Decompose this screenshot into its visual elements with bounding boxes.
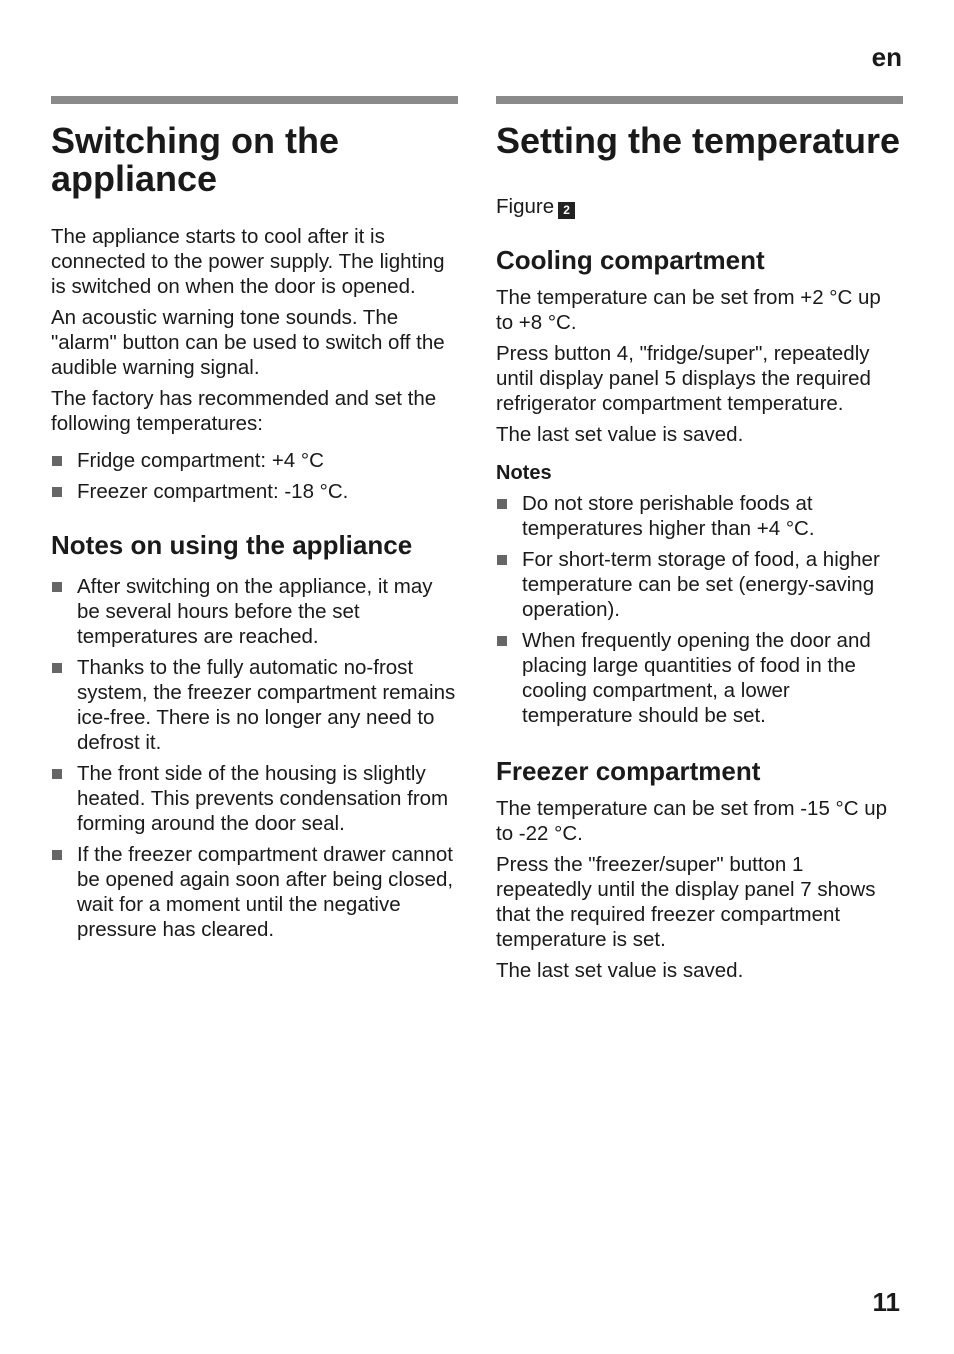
list-item-text: If the freezer compartment drawer cannot be opened again soon after being closed, wait for a moment until the negative pressure has cleared.	[77, 843, 454, 941]
paragraph: The temperature can be set from -15 °C up to -22 °C.	[496, 797, 888, 845]
subsection-heading: Notes on using the appliance	[51, 530, 413, 560]
paragraph: The factory has recommended and set the following temperatures:	[51, 387, 437, 435]
paragraph: The temperature can be set from +2 °C up to +8 °C.	[496, 286, 881, 334]
temperature-list	[51, 448, 458, 504]
language-code: en	[871, 42, 902, 72]
bullet-icon	[52, 769, 62, 779]
figure-label: Figure	[496, 195, 555, 218]
section-setting-temperature	[496, 96, 903, 989]
list-item-text: Freezer compartment: -18 °C.	[77, 480, 349, 503]
section-title: Setting the temperature	[496, 120, 901, 161]
section-title: Switching on the appliance	[51, 120, 339, 199]
paragraph: Press button 4, "fridge/super", repeatedly until display panel 5 displays the required refrigerator compartment temperature.	[496, 342, 871, 415]
paragraph: An acoustic warning tone sounds. The "alarm" button can be used to switch off the audible warning signal.	[51, 306, 445, 379]
list-item	[496, 628, 903, 728]
bullet-icon	[52, 663, 62, 673]
paragraph: The appliance starts to cool after it is connected to the power supply. The lighting is switched on when the door is opened.	[51, 225, 445, 298]
list-item-text: After switching on the appliance, it may be several hours before the set temperatures are reached.	[77, 575, 433, 648]
bullet-icon	[52, 456, 62, 466]
bullet-icon	[497, 499, 507, 509]
paragraph: The last set value is saved.	[496, 423, 744, 446]
cooling-heading: Cooling compartment	[496, 245, 765, 275]
list-item-text: The front side of the housing is slightly heated. This prevents condensation from forming around the door seal.	[77, 762, 449, 835]
list-item	[496, 491, 903, 541]
bullet-icon	[52, 487, 62, 497]
section-rule	[496, 96, 903, 104]
list-item-text: For short-term storage of food, a higher temperature can be set (energy-saving operation).	[522, 548, 880, 621]
list-item	[51, 761, 458, 836]
notes-list	[51, 574, 458, 942]
list-item-text: Do not store perishable foods at temperatures higher than +4 °C.	[522, 492, 815, 540]
list-item-text: Fridge compartment: +4 °C	[77, 449, 324, 472]
bullet-icon	[52, 582, 62, 592]
bullet-icon	[497, 555, 507, 565]
page-number: 11	[872, 1287, 900, 1317]
list-item-text: When frequently opening the door and placing large quantities of food in the cooling compartment, a lower temperature should be set.	[522, 629, 871, 727]
list-item-text: Thanks to the fully automatic no-frost system, the freezer compartment remains ice-free. There is no longer any need to defrost it.	[77, 656, 456, 754]
list-item	[51, 574, 458, 649]
list-item	[51, 655, 458, 755]
section-rule	[51, 96, 458, 104]
paragraph: Press the "freezer/super" button 1 repeatedly until the display panel 7 shows that the required freezer compartment temperature is set.	[496, 853, 876, 951]
figure-number-icon: 2	[558, 202, 575, 219]
cooling-notes-list	[496, 491, 903, 728]
list-item	[51, 842, 458, 942]
section-switching-on	[51, 96, 458, 948]
list-item	[496, 547, 903, 622]
list-item	[51, 448, 458, 473]
notes-heading: Notes	[496, 462, 552, 484]
bullet-icon	[497, 636, 507, 646]
freezer-heading: Freezer compartment	[496, 756, 761, 786]
figure-reference	[496, 194, 903, 219]
paragraph: The last set value is saved.	[496, 959, 744, 982]
bullet-icon	[52, 850, 62, 860]
list-item	[51, 479, 458, 504]
